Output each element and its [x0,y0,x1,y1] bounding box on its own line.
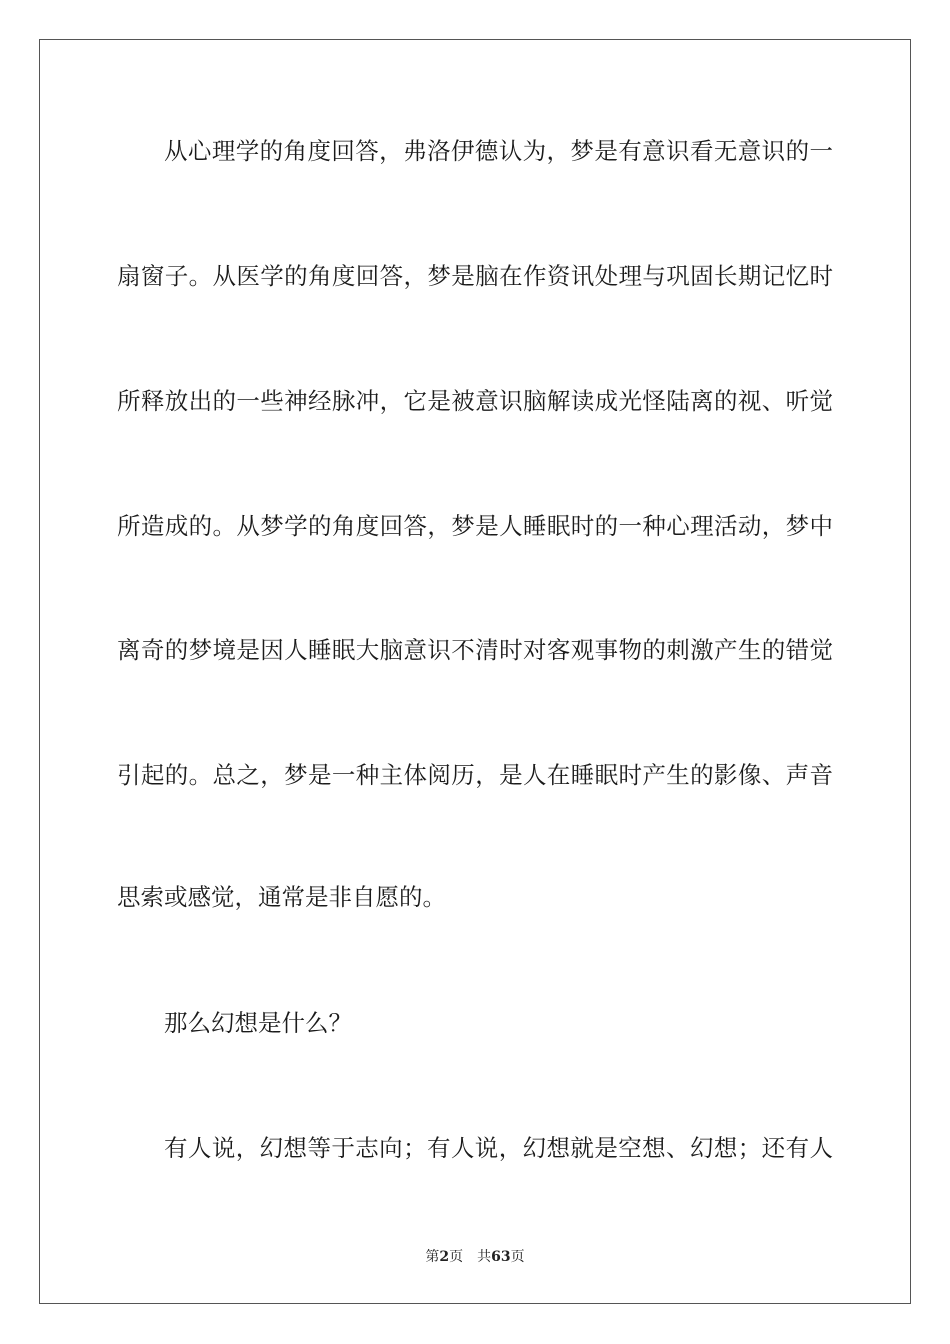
paragraph-1-line-7: 思索或感觉，通常是非自愿的。 [117,883,446,911]
paragraph-1-line-6: 引起的。总之，梦是一种主体阅历，是人在睡眠时产生的影像、声音 [117,761,833,789]
page-number: 2 [439,1249,450,1265]
page-border [39,39,911,1304]
page-prefix: 第 [425,1249,440,1265]
paragraph-1-line-2: 扇窗子。从医学的角度回答，梦是脑在作资讯处理与巩固长期记忆时 [117,262,833,290]
total-suffix: 页 [510,1249,525,1265]
total-pages: 63 [491,1249,511,1265]
paragraph-1-line-1: 从心理学的角度回答，弗洛伊德认为，梦是有意识看无意识的一 [164,137,833,165]
paragraph-1-line-5: 离奇的梦境是因人睡眠大脑意识不清时对客观事物的刺激产生的错觉 [117,636,833,664]
page-footer [0,1248,950,1266]
paragraph-3-line-1: 有人说，幻想等于志向；有人说，幻想就是空想、幻想；还有人 [164,1134,833,1162]
total-prefix: 共 [477,1249,492,1265]
page-suffix: 页 [449,1249,464,1265]
paragraph-2-line-1: 那么幻想是什么？ [164,1009,352,1037]
paragraph-1-line-4: 所造成的。从梦学的角度回答，梦是人睡眠时的一种心理活动，梦中 [117,512,833,540]
paragraph-1-line-3: 所释放出的一些神经脉冲，它是被意识脑解读成光怪陆离的视、听觉 [117,387,833,415]
